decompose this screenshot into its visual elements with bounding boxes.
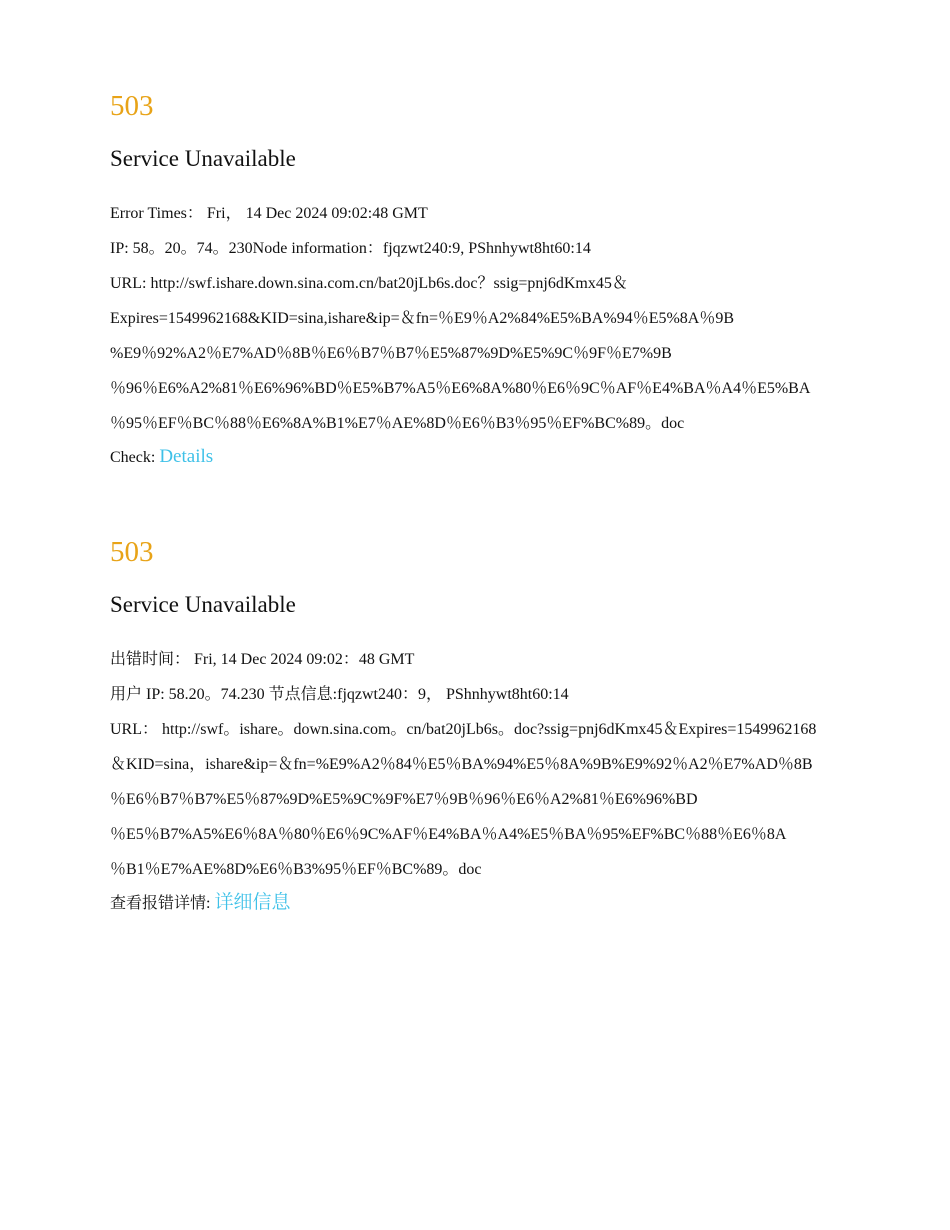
url-line: ％E5％B7%A5%E6％8A％80％E6％9C%AF％E4%BA％A4%E5％BA％95%EF%BC％88％E6％8A [110, 826, 787, 843]
url-line: ％95％EF％BC％88％E6%8A%B1%E7％AE%8D％E6％B3％95％EF%BC%89。doc [110, 415, 685, 432]
error-block-english [110, 88, 850, 474]
url-line: URL: http://swf.ishare.down.sina.com.cn/bat20jLb6s.doc？ssig=pnj6dKmx45＆ [110, 275, 628, 292]
url-line: Expires=1549962168&KID=sina,ishare&ip=＆fn=％E9％A2%84%E5%BA%94％E5%8A％9B [110, 310, 735, 327]
error-code: 503 [110, 536, 154, 568]
ip-node-line: 用户 IP: 58.20。74.230 节点信息:fjqzwt240：9， PShnhywt8ht60:14 [110, 686, 569, 703]
url-line: ％E6％B7％B7%E5％87%9D%E5%9C%9F%E7％9B％96％E6％A2%81％E6%96%BD [110, 791, 698, 808]
error-time-line: Error Times： Fri， 14 Dec 2024 09:02:48 GMT [110, 205, 428, 222]
details-link[interactable]: Details [159, 446, 214, 467]
url-line: %E9％92%A2％E7%AD％8B％E6％B7％B7％E5%87%9D%E5%9C％9F％E7%9B [110, 345, 672, 362]
error-time-line: 出错时间： Fri, 14 Dec 2024 09:02：48 GMT [110, 651, 415, 668]
error-details [110, 642, 850, 887]
check-label: 查看报错详情: [110, 895, 215, 912]
check-details-row [110, 887, 850, 920]
check-label: Check: [110, 449, 160, 466]
details-link[interactable]: 详细信息 [214, 892, 291, 913]
error-block-chinese [110, 534, 850, 920]
url-line: URL： http://swf。ishare。down.sina.com。cn/bat20jLb6s。doc?ssig=pnj6dKmx45＆Expires=1549962168 [110, 721, 817, 738]
url-line: ％B1％E7%AE%8D%E6％B3%95％EF％BC%89。doc [110, 861, 482, 878]
url-line: ＆KID=sina，ishare&ip=＆fn=%E9%A2％84％E5％BA%94%E5％8A%9B%E9%92％A2％E7%AD％8B [110, 756, 813, 773]
error-code: 503 [110, 90, 154, 122]
error-details [110, 196, 850, 441]
error-title: Service Unavailable [110, 146, 296, 171]
check-details-row [110, 441, 850, 474]
ip-node-line: IP: 58。20。74。230Node information：fjqzwt240:9, PShnhywt8ht60:14 [110, 240, 591, 257]
error-title: Service Unavailable [110, 592, 296, 617]
url-line: ％96％E6%A2%81％E6%96%BD％E5%B7%A5％E6%8A%80％E6％9C％AF％E4%BA％A4％E5%BA [110, 380, 811, 397]
